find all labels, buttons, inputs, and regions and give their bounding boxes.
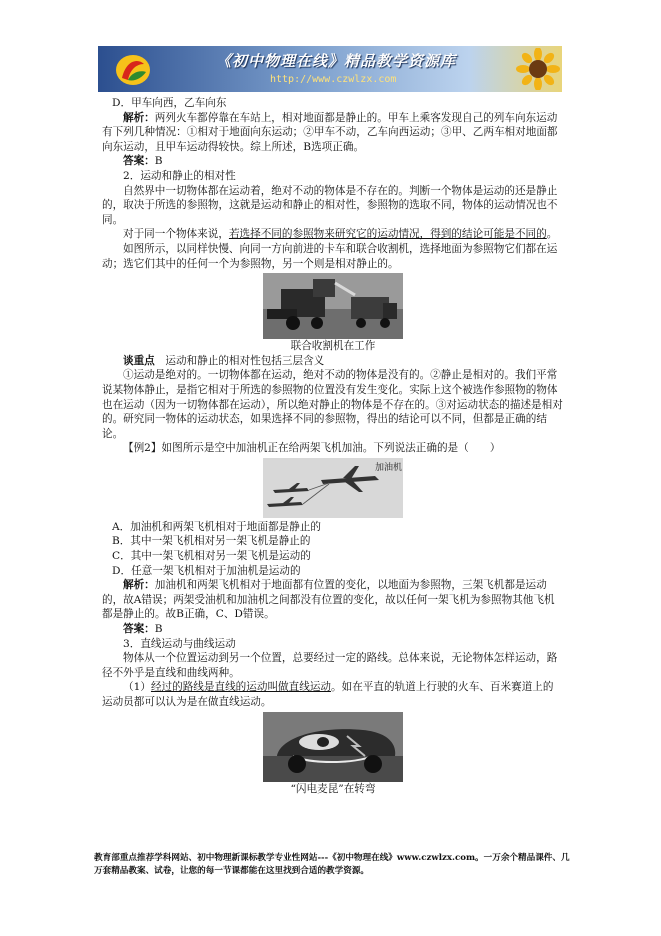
analysis-text: 两列火车都停靠在车站上，相对地面都是静止的。甲车上乘客发现自己的列车向东运动有下列几种情况：①相对于地面向东运动；②甲车不动，乙车向西运动；③甲、乙两车相对地面都向东运动，且甲车运动得较快。综上所述，B选项正确。 (102, 111, 558, 153)
para-3-underlined: 经过的路线是直线的运动叫做直线运动 (150, 681, 332, 694)
section-2-para-1: 自然界中一切物体都在运动着，绝对不动的物体是不存在的。判断一个物体是运动的还是静止的，取决于所选的参照物，这就是运动和静止的相对性，参照物的选取不同，物体的运动情况也不同。 (102, 184, 558, 226)
answer-value: B (154, 155, 163, 168)
key-point-label: 谈重点 (123, 354, 155, 367)
header-banner (98, 46, 562, 92)
key-point-text: 运动和静止的相对性包括三层含义 (165, 354, 325, 367)
answer-label: 答案： (123, 155, 155, 168)
section-2-title: 2．运动和静止的相对性 (123, 169, 236, 182)
analysis-1 (102, 111, 564, 155)
analysis-2 (102, 578, 564, 622)
key-point-body: ①运动是绝对的。一切物体都在运动，绝对不动的物体是没有的。②静止是相对的。我们平常说某物体静止，是指它相对于所选的参照物的位置没有发生变化。实际上这个被选作参照物的物体也在运动（因为一切物体都在运动），所以绝对静止的物体是不存在的。③对运动状态的描述是相对的。研究同一物体的运动状态，如果选择不同的参照物，得出的结论可以不同，但都是正确的结论。 (102, 369, 563, 440)
para-3-post: 。如在平直的轨道上行驶的火车、百米赛道上的运动员都可以认为是在做直线运动。 (102, 681, 554, 708)
section-2-para-2 (102, 227, 564, 242)
option-a: A．加油机和两架飞机相对于地面都是静止的 (112, 520, 321, 533)
figure-3-caption: “闪电麦昆”在转弯 (290, 782, 376, 795)
answer-2 (102, 622, 564, 637)
site-logo-icon (114, 50, 152, 88)
example-2: 【例2】如图所示是空中加油机正在给两架飞机加油。下列说法正确的是（ ） (123, 442, 501, 455)
figure-lightning-mcqueen (102, 712, 564, 782)
para-3-pre: （1） (123, 681, 151, 694)
banner-title: 《初中物理在线》精品教学资源库 (216, 52, 457, 70)
answer-1 (102, 154, 564, 169)
figure-1-caption: 联合收割机在工作 (290, 340, 376, 353)
document-body (102, 96, 564, 796)
section-2-para-3: 如图所示，以同样快慢、向同一方向前进的卡车和联合收割机，选择地面为参照物它们都在运动；选它们其中的任何一个为参照物，另一个则是相对静止的。 (102, 242, 558, 270)
answer-2-label: 答案： (123, 623, 155, 636)
para-2-underlined: 若选择不同的参照物来研究它的运动情况，得到的结论可能是不同的 (228, 228, 547, 241)
analysis-label: 解析： (123, 111, 155, 124)
answer-2-value: B (154, 623, 163, 636)
option-d-prev: D．甲车向西，乙车向东 (112, 97, 227, 109)
section-3-para-2 (102, 680, 564, 709)
option-b: B．其中一架飞机相对另一架飞机是静止的 (112, 535, 311, 548)
footer-text: 教育部重点推荐学科网站、初中物理新课标教学专业性网站---《初中物理在线》www.czwlzx.com。一万余个精品课件、几万套精品教案、试卷，让您的每一节课都能在这里找到合适的教学资源。 (94, 853, 570, 876)
para-2-post: 。 (546, 228, 558, 241)
analysis-2-label: 解析： (123, 579, 155, 592)
sunflower-icon (516, 48, 560, 90)
para-2-pre: 对于同一个物体来说， (123, 228, 229, 241)
section-3-para-1: 物体从一个位置运动到另一个位置，总要经过一定的路线。总体来说，无论物体怎样运动，路径不外乎是直线和曲线两种。 (102, 652, 558, 679)
option-c: C．其中一架飞机相对另一架飞机是运动的 (112, 550, 311, 563)
key-point (102, 354, 564, 369)
figure-harvester (102, 273, 564, 339)
analysis-2-text: 加油机和两架飞机相对于地面都有位置的变化，以地面为参照物，三架飞机都是运动的，故A错误；两架受油机和加油机之间都没有位置的变化，故以任何一架飞机为参照物其他飞机都是静止的。故B正确，C、D错误。 (102, 579, 555, 621)
page-footer (94, 852, 570, 878)
option-d: D．任意一架飞机相对于加油机是运动的 (112, 564, 301, 577)
banner-url[interactable]: http://www.czwlzx.com (270, 74, 397, 85)
figure-2-label: 加油机 (375, 462, 403, 473)
figure-refueling (102, 458, 564, 518)
section-3-title: 3．直线运动与曲线运动 (123, 637, 236, 650)
